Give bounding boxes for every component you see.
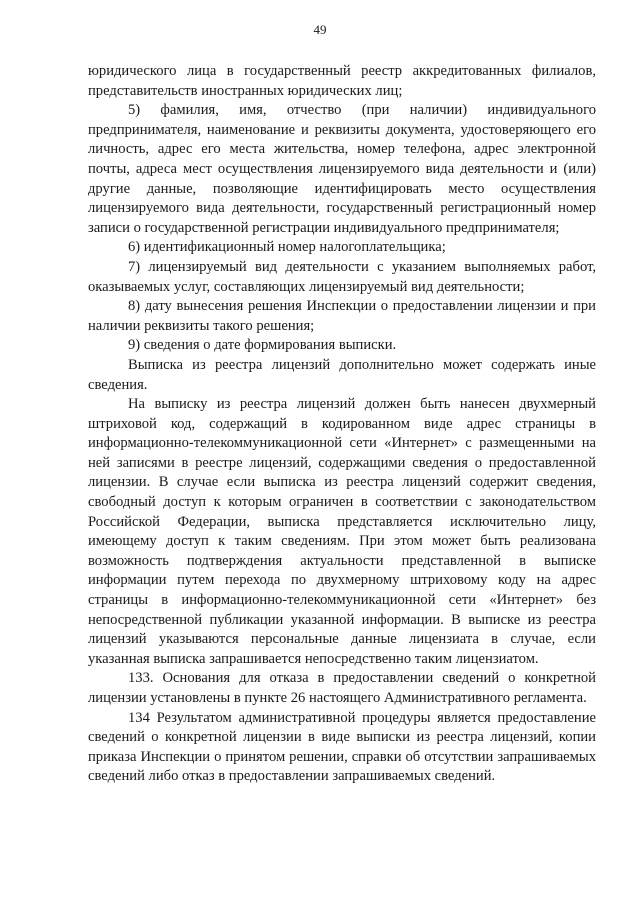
paragraph-item-6: 6) идентификационный номер налогоплательщика; [128, 239, 446, 256]
paragraph-item-7: 7) лицензируемый вид деятельности с указанием выполняемых работ, оказываемых услуг, составляющих лицензируемый вид деятельности; [88, 258, 596, 295]
paragraph-item-9: 9) сведения о дате формирования выписки. [128, 337, 397, 354]
paragraph-item-8: 8) дату вынесения решения Инспекции о предоставлении лицензии и при наличии реквизиты такого решения; [88, 298, 596, 334]
paragraph-section-133: 133. Основания для отказа в предоставлении сведений о конкретной лицензии установлены в пункте 26 настоящего Административного регламента. [88, 670, 596, 706]
page-number: 49 [313, 22, 327, 37]
document-body [88, 62, 596, 787]
paragraph-item-5: 5) фамилия, имя, отчество (при наличии) индивидуального предпринимателя, наименование и реквизиты документа, удостоверяющего его личность, адрес его места жительства, номер телефона, адрес электронной почты, адреса мест осуществления лицензируемого вида деятельности и (или) другие данные, позволяющие идентифицировать место осуществления лицензируемого вида деятельности, государственный регистрационный номер записи о государственной регистрации индивидуального предпринимателя; [88, 102, 596, 236]
paragraph-continuation: юридического лица в государственный реестр аккредитованных филиалов, представительств иностранных юридических лиц; [88, 63, 596, 99]
paragraph-section-134: 134 Результатом административной процедуры является предоставление сведений о конкретной лицензии в виде выписки из реестра лицензий, копии приказа Инспекции о принятом решении, справки об отсутствии запрашиваемых сведений либо отказ в предоставлении запрашиваемых сведений. [88, 709, 596, 785]
paragraph-extra-info: Выписка из реестра лицензий дополнительно может содержать иные сведения. [88, 356, 596, 393]
paragraph-barcode: На выписку из реестра лицензий должен быть нанесен двухмерный штриховой код, содержащий в кодированном виде адрес страницы в информационно-телекоммуникационной сети «Интернет» с размещенными на ней записями в реестре лицензий, содержащими сведения о предоставленной лицензии. В случае если выписка из реестра лицензий содержит сведения, свободный доступ к которым ограничен в соответствии с законодательством Российской Федерации, выписка представляется исключительно лицу, имеющему доступ к таким сведениям. При этом может быть реализована возможность подтверждения актуальности представленной в выписке информации путем перехода по двухмерному штриховому коду на адрес страницы в информационно-телекоммуникационной сети «Интернет» без непосредственной публикации указанной информации. В выписке из реестра лицензий указываются персональные данные лицензиата в случае, если указанная выписка запрашивается непосредственно таким лицензиатом. [88, 396, 596, 667]
